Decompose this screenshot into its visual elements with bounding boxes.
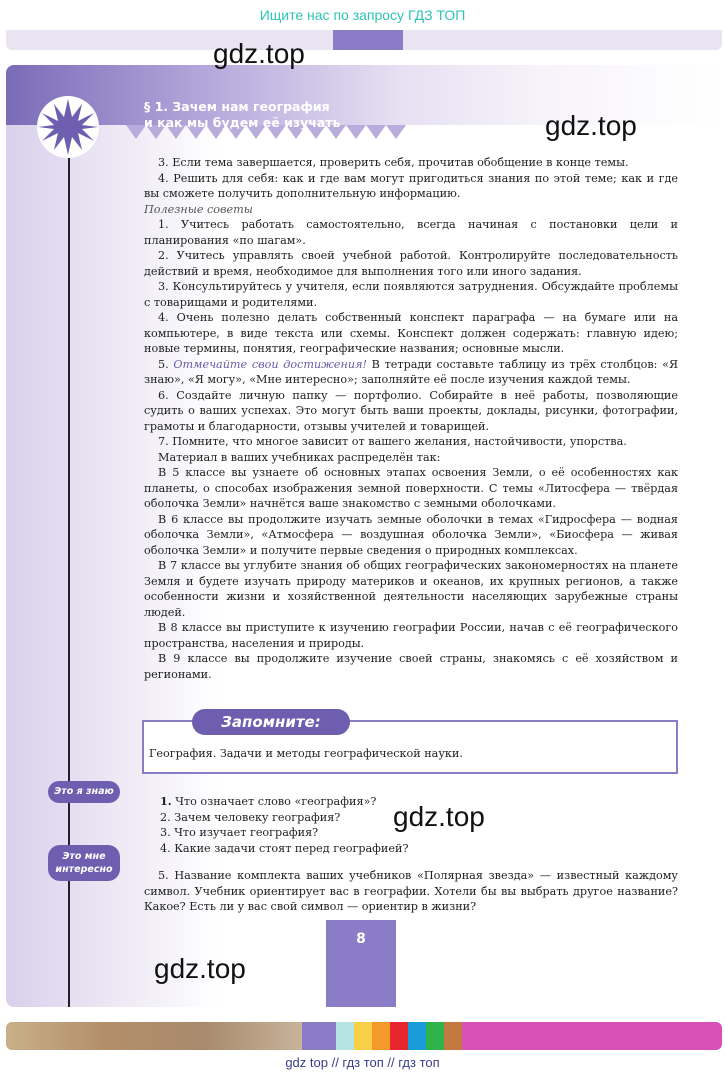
tip: 3. Консультируйтесь у учителя, если появляются затруднения. Обсуждайте проблемы с товарищами и родителями. bbox=[144, 280, 678, 309]
section-title-line2: и как мы будем её изучать bbox=[144, 115, 341, 130]
footer-links[interactable]: gdz top // гдз топ // гдз топ bbox=[285, 1055, 440, 1070]
page-number: 8 bbox=[356, 931, 366, 947]
question: 3. Что изучает география? bbox=[160, 826, 319, 839]
paragraph: В 5 классе вы узнаете об основных этапах освоения Земли, о её особенностях как планеты, о способах изображения земной поверхности. С темы «Литосфера — твёрдая оболочка Земли» начнётся ваше знакомство с земными оболочками. bbox=[144, 466, 678, 510]
watermark: gdz.top bbox=[393, 801, 485, 832]
color-swatch bbox=[336, 1022, 354, 1050]
remember-label: Запомните: bbox=[192, 709, 350, 735]
remember-text: География. Задачи и методы географической науки. bbox=[149, 747, 463, 760]
top-banner[interactable]: Ищите нас по запросу ГДЗ ТОП bbox=[259, 7, 466, 23]
watermark: gdz.top bbox=[213, 38, 305, 69]
tip: 4. Очень полезно делать собственный конспект параграфа — на бумаге или на компьютере, в виде текста или схемы. Конспект должен содержать: главную идею; новые термины, понятия, географические названия; основные мысли. bbox=[144, 311, 678, 355]
tag-interesting-line1: Это мне bbox=[62, 851, 106, 862]
question: 4. Какие задачи стоят перед географией? bbox=[160, 841, 409, 855]
paragraph: 3. Если тема завершается, проверить себя, прочитав обобщение в конце темы. bbox=[158, 156, 629, 169]
tag-interesting-line2: интересно bbox=[55, 864, 113, 875]
tip-5 bbox=[144, 357, 678, 388]
tag-i-know: Это я знаю bbox=[48, 781, 120, 803]
watermark: gdz.top bbox=[154, 953, 246, 984]
color-swatch bbox=[354, 1022, 372, 1050]
polar-star-icon bbox=[36, 95, 100, 159]
tip-5-number: 5. bbox=[158, 357, 169, 371]
question: 2. Зачем человеку география? bbox=[160, 810, 341, 824]
paragraph: 4. Решить для себя: как и где вам могут пригодиться знания по этой теме; как и где вы сможете получить дополнительную информацию. bbox=[144, 171, 678, 200]
color-swatch bbox=[462, 1022, 722, 1050]
watermark: gdz.top bbox=[545, 110, 637, 141]
color-swatch bbox=[408, 1022, 426, 1050]
main-text bbox=[144, 155, 678, 682]
question-5: 5. Название комплекта ваших учебников «Полярная звезда» — известный каждому символ. Учебник ориентирует вас в географии. Хотели бы вы выбрать другое название? Какое? Есть ли у вас свой символ — ориентир в жизни? bbox=[144, 869, 678, 913]
section-title bbox=[144, 99, 340, 131]
previous-page-tab bbox=[333, 30, 403, 50]
paragraph: В 7 классе вы углубите знания об общих географических закономерностях на планете Земля и будете изучать природу материков и океанов, их крупных регионов, а также особенности жизни и хозяйственной деятельности населяющих зарубежные страны людей. bbox=[144, 559, 678, 619]
section-title-line1: § 1. Зачем нам география bbox=[144, 99, 330, 114]
question: 1. Что означает слово «география»? bbox=[160, 794, 377, 808]
paragraph: Материал в ваших учебниках распределён так: bbox=[158, 450, 441, 464]
tip-5-highlight: Отмечайте свои достижения! bbox=[173, 357, 367, 371]
tip: 1. Учитесь работать самостоятельно, всегда начиная с постановки цели и планирования «по шагам». bbox=[144, 218, 678, 247]
bottom-color-strip bbox=[6, 1022, 722, 1050]
color-swatch bbox=[426, 1022, 444, 1050]
tip: 7. Помните, что многое зависит от вашего желания, настойчивости, упорства. bbox=[158, 435, 627, 448]
tag-interesting bbox=[48, 845, 120, 881]
paragraph: В 9 классе вы продолжите изучение своей страны, знакомясь с её хозяйством и регионами. bbox=[144, 652, 678, 681]
tip: 6. Создайте личную папку — портфолио. Собирайте в неё работы, позволяющие судить о ваших успехах. Это могут быть ваши проекты, доклады, рисунки, фотографии, грамоты и благодарности, отзывы учителей и товарищей. bbox=[144, 388, 678, 433]
tips-heading: Полезные советы bbox=[144, 202, 253, 216]
color-swatch bbox=[372, 1022, 390, 1050]
textbook-page bbox=[6, 65, 720, 1007]
color-swatch bbox=[444, 1022, 462, 1050]
color-swatch bbox=[318, 1022, 336, 1050]
color-swatch bbox=[302, 1022, 318, 1050]
manuscript-photo bbox=[6, 1022, 302, 1050]
tip: 2. Учитесь управлять своей учебной работой. Контролируйте последовательность действий и время, необходимое для выполнения того или иного задания. bbox=[144, 249, 678, 278]
paragraph: В 6 классе вы продолжите изучать земные оболочки в темах «Гидросфера — водная оболочка Земли», «Атмосфера — воздушная оболочка Земли», «Биосфера — живая оболочка Земли» и получите первые сведения о природных комплексах. bbox=[144, 512, 678, 557]
tip-5-text: В тетради составьте таблицу из трёх столбцов: «Я знаю», «Я могу», «Мне интересно»; заполняйте её после изучения каждой темы. bbox=[144, 357, 678, 386]
color-swatch bbox=[390, 1022, 408, 1050]
paragraph: В 8 классе вы приступите к изучению географии России, начав с её географического пространства, населения и природы. bbox=[144, 621, 678, 650]
